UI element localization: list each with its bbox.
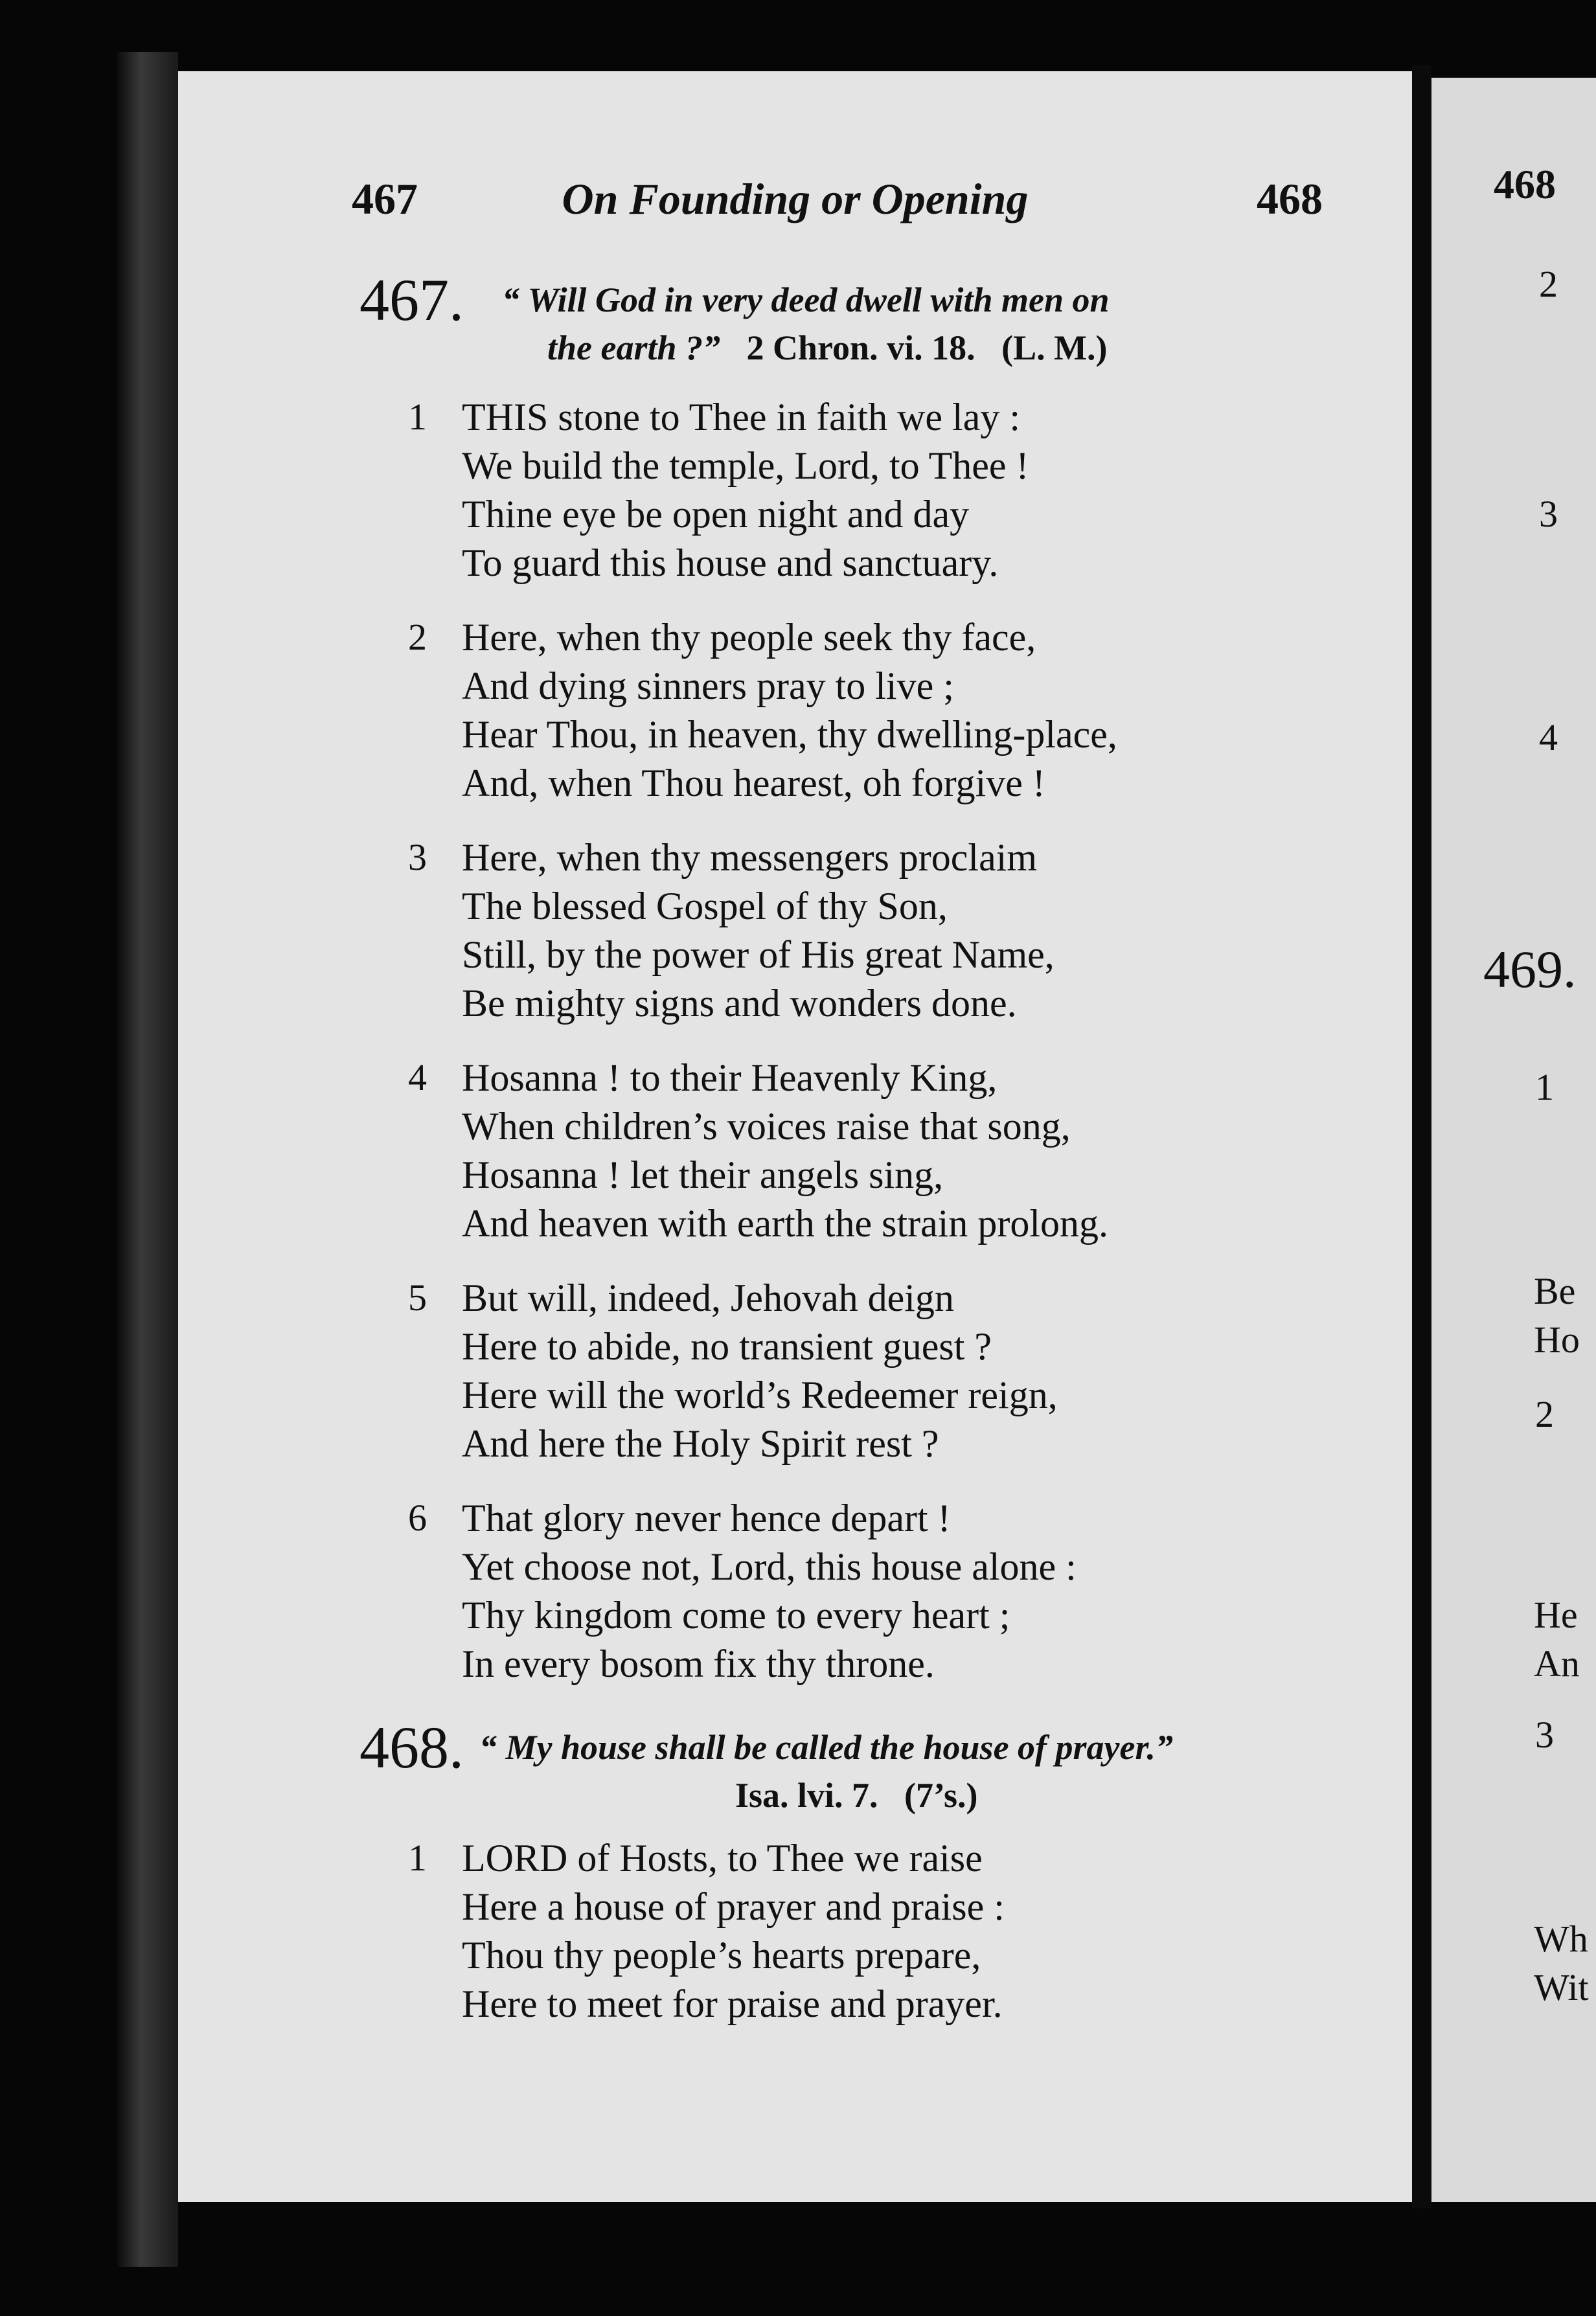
verse-line: And heaven with earth the strain prolong. [462, 1202, 1109, 1245]
verse-line: THIS stone to Thee in faith we lay : [462, 396, 1021, 438]
verse-line: We build the temple, Lord, to Thee ! [462, 444, 1029, 487]
hymn-number: 467. [359, 267, 464, 333]
verse-line: Yet choose not, Lord, this house alone : [462, 1545, 1077, 1588]
verse-line-fragment: He [1534, 1594, 1578, 1636]
verse-line-fragment: An [1534, 1642, 1580, 1685]
verse-line: The blessed Gospel of thy Son, [462, 885, 948, 927]
verse-line: Hosanna ! to their Heavenly King, [462, 1056, 998, 1099]
verse-number: 6 [408, 1497, 427, 1539]
verse-line: Be mighty signs and wonders done. [462, 982, 1017, 1025]
hymn-meter: (L. M.) [1001, 328, 1108, 367]
verse-line: Still, by the power of His great Name, [462, 933, 1054, 976]
verse-line: That glory never hence depart ! [462, 1497, 951, 1539]
verse-line: Hosanna ! let their angels sing, [462, 1153, 944, 1196]
verse-line: And dying sinners pray to live ; [462, 664, 954, 707]
verse-line: Here to abide, no transient guest ? [462, 1325, 992, 1368]
verse-number: 3 [408, 836, 427, 878]
verse-line: In every bosom fix thy throne. [462, 1642, 935, 1685]
scripture-reference: 2 Chron. vi. 18. [746, 328, 975, 367]
verse-number: 2 [408, 616, 427, 658]
verse-line: To guard this house and sanctuary. [462, 541, 999, 584]
hymn-number: 468. [359, 1714, 464, 1780]
verse-line: Here will the world’s Redeemer reign, [462, 1374, 1058, 1416]
hymn-epigraph-continued [735, 1773, 978, 1818]
verse-line: Here, when thy people seek thy face, [462, 616, 1036, 659]
verse-line: When children’s voices raise that song, [462, 1105, 1071, 1148]
verse-line: Hear Thou, in heaven, thy dwelling-place, [462, 713, 1117, 756]
verse-line: Thou thy people’s hearts prepare, [462, 1934, 981, 1977]
verse-number: 3 [1539, 493, 1558, 535]
verse-number: 5 [408, 1277, 427, 1319]
verse-line: Thy kingdom come to every heart ; [462, 1594, 1010, 1637]
hymn-epigraph: “ Will God in very deed dwell with men on [502, 280, 1110, 319]
verse-line-fragment: Ho [1534, 1319, 1580, 1361]
verse-line: But will, indeed, Jehovah deign [462, 1277, 954, 1319]
verse-line: LORD of Hosts, to Thee we raise [462, 1837, 983, 1879]
verse-number: 1 [408, 396, 427, 438]
next-page-fragment [1431, 78, 1596, 2202]
hymnal-page [178, 71, 1412, 2202]
verse-number: 3 [1535, 1714, 1554, 1756]
verse-number: 2 [1539, 263, 1558, 305]
scripture-reference: Isa. lvi. 7. [735, 1776, 878, 1815]
verse-number: 4 [1539, 716, 1558, 758]
book-gutter [1412, 65, 1431, 2208]
running-head-page-right: 468 [1257, 174, 1323, 223]
book-spine-edge [117, 52, 178, 2267]
verse-line: And here the Holy Spirit rest ? [462, 1422, 939, 1465]
verse-line: Here a house of prayer and praise : [462, 1885, 1005, 1928]
verse-number: 1 [408, 1837, 427, 1879]
verse-line-fragment: Wit [1534, 1966, 1589, 2008]
verse-line-fragment: Be [1534, 1270, 1576, 1312]
verse-line-fragment: Wh [1534, 1918, 1588, 1960]
running-head-page-left: 467 [352, 174, 418, 223]
hymn-epigraph-continued [547, 325, 1108, 370]
verse-number: 1 [1535, 1066, 1554, 1108]
running-head-title: On Founding or Opening [562, 174, 1029, 223]
verse-line: Here to meet for praise and prayer. [462, 1982, 1003, 2025]
verse-number: 4 [408, 1056, 427, 1098]
verse-line: Here, when thy messengers proclaim [462, 836, 1038, 879]
verse-line: Thine eye be open night and day [462, 493, 970, 536]
hymn-meter: (7’s.) [904, 1776, 978, 1815]
epigraph-italic-end: the earth ?” [547, 328, 721, 367]
verse-line: And, when Thou hearest, oh forgive ! [462, 762, 1045, 804]
hymn-number: 469. [1483, 940, 1577, 999]
verse-number: 2 [1535, 1393, 1554, 1435]
hymn-epigraph: “ My house shall be called the house of prayer.” [479, 1728, 1174, 1767]
next-page-number: 468 [1494, 161, 1556, 207]
